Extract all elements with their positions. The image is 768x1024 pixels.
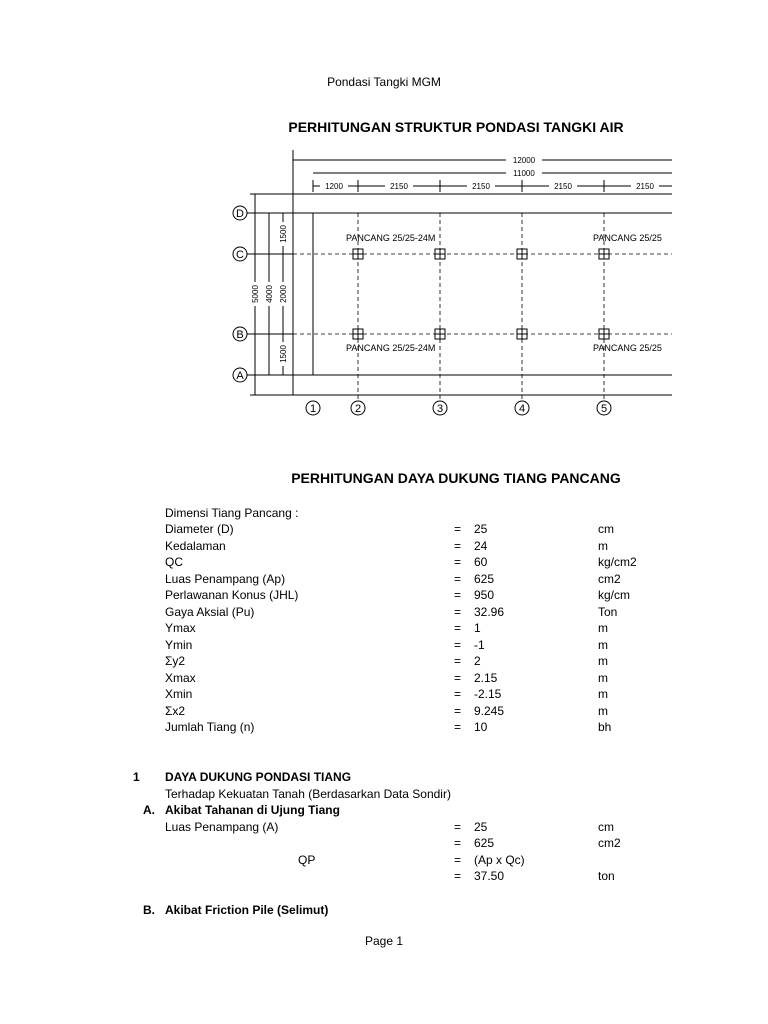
eq-sign: = [454, 538, 462, 553]
param-unit: m [598, 621, 608, 635]
qp-label: QP [298, 853, 316, 867]
dim-2000: 2000 [279, 285, 288, 303]
param-value: 950 [474, 588, 495, 602]
param-label: Xmax [165, 670, 196, 685]
section-a-row-2 [0, 835, 768, 851]
qp-formula: (Ap x Qc) [474, 853, 525, 867]
row-label-a: A [236, 370, 244, 382]
param-unit: m [598, 538, 608, 553]
section-a-row [0, 802, 768, 818]
eq-sign: = [454, 687, 462, 701]
eq-sign: = [454, 522, 462, 536]
dim-5000: 5000 [251, 285, 260, 303]
eq-sign: = [454, 637, 462, 652]
section-a-result-row [0, 868, 768, 884]
param-label: Σy2 [165, 654, 186, 668]
page-header: Pondasi Tangki MGM [327, 75, 441, 89]
eq-sign: = [454, 853, 462, 867]
section-a-luas-row [0, 819, 768, 835]
section-b-title: Akibat Friction Pile (Selimut) [165, 903, 329, 917]
param-unit: kg/cm2 [598, 555, 637, 569]
param-value: 10 [474, 720, 488, 734]
param-value: -2.15 [474, 687, 502, 701]
dim-12000: 12000 [512, 156, 536, 165]
eq-sign: = [454, 621, 462, 635]
param-label: Σx2 [165, 703, 186, 718]
param-value: 25 [474, 522, 488, 536]
param-unit: m [598, 687, 608, 701]
param-label: Perlawanan Konus (JHL) [165, 588, 299, 602]
param-label: Ymax [165, 621, 196, 635]
eq-sign: = [454, 555, 462, 569]
param-row [0, 620, 768, 636]
param-label: Xmin [165, 687, 193, 701]
section-1-row [0, 769, 768, 785]
param-unit: kg/cm [598, 588, 631, 602]
section-1-subtitle: Terhadap Kekuatan Tanah (Berdasarkan Data Sondir) [165, 787, 451, 801]
dim-4000: 4000 [265, 285, 274, 303]
param-unit: m [598, 703, 608, 718]
col-label-1: 1 [309, 403, 317, 415]
row-label-c: C [236, 249, 244, 261]
eq-sign: = [454, 654, 462, 668]
param-value: 2 [474, 654, 481, 668]
param-row [0, 571, 768, 587]
section-1-subtitle-row [0, 786, 768, 802]
luas-value: 25 [474, 820, 488, 834]
param-unit: cm2 [598, 571, 621, 586]
param-unit: m [598, 654, 608, 668]
foundation-plan-drawing [226, 150, 672, 425]
dimensi-title-row [0, 505, 768, 521]
eq-sign: = [454, 571, 462, 586]
dim-span-5: 2150 [636, 182, 654, 191]
section-1-title: DAYA DUKUNG PONDASI TIANG [165, 770, 352, 784]
param-row [0, 719, 768, 735]
param-row [0, 703, 768, 719]
dim-span-4: 2150 [554, 182, 572, 191]
param-value: 24 [474, 538, 488, 553]
param-row [0, 521, 768, 537]
dim-11000: 11000 [513, 169, 535, 178]
dim-span-1: 1200 [325, 182, 343, 191]
param-row [0, 604, 768, 620]
section-a-qp-row [0, 852, 768, 868]
col-label-2: 2 [354, 403, 362, 415]
pile-label-top-right: PANCANG 25/25 [593, 233, 662, 243]
param-unit: bh [598, 720, 612, 734]
col-label-4: 4 [518, 403, 526, 415]
pile-label-bottom-left: PANCANG 25/25-24M [346, 343, 436, 353]
dimensi-title: Dimensi Tiang Pancang : [165, 506, 299, 520]
param-label: Gaya Aksial (Pu) [165, 604, 255, 619]
dim-span-3: 2150 [472, 182, 490, 191]
param-row [0, 538, 768, 554]
param-value: 1 [474, 621, 481, 635]
section-1-number: 1 [133, 770, 140, 784]
section-b-row [0, 902, 768, 918]
dim-1500-bottom: 1500 [279, 345, 288, 363]
param-value: 625 [474, 571, 495, 586]
param-unit: m [598, 637, 608, 652]
eq-sign: = [454, 820, 462, 834]
param-row [0, 686, 768, 702]
eq-sign: = [454, 869, 462, 883]
title-struktur: PERHITUNGAN STRUKTUR PONDASI TANGKI AIR [288, 119, 624, 135]
eq-sign: = [454, 836, 462, 850]
area-value: 625 [474, 836, 495, 850]
param-row [0, 554, 768, 570]
title-daya-dukung: PERHITUNGAN DAYA DUKUNG TIANG PANCANG [291, 470, 621, 486]
param-label: Jumlah Tiang (n) [165, 720, 255, 734]
param-unit: cm [598, 522, 614, 536]
section-b-letter: B. [143, 903, 155, 917]
luas-unit: cm [598, 820, 614, 834]
col-label-5: 5 [600, 403, 608, 415]
row-label-d: D [236, 208, 244, 220]
eq-sign: = [454, 588, 462, 602]
col-label-3: 3 [436, 403, 444, 415]
param-value: -1 [474, 637, 485, 652]
eq-sign: = [454, 670, 462, 685]
eq-sign: = [454, 720, 462, 734]
pile-label-top-left: PANCANG 25/25-24M [346, 233, 436, 243]
param-label: Diameter (D) [165, 522, 234, 536]
luas-label: Luas Penampang (A) [165, 820, 279, 834]
param-label: Luas Penampang (Ap) [165, 571, 286, 586]
param-label: QC [165, 555, 183, 569]
dim-1500-top: 1500 [279, 225, 288, 243]
param-row [0, 587, 768, 603]
eq-sign: = [454, 703, 462, 718]
qp-unit: ton [598, 869, 615, 883]
eq-sign: = [454, 604, 462, 619]
param-unit: Ton [598, 604, 618, 619]
section-a-title: Akibat Tahanan di Ujung Tiang [165, 803, 340, 817]
param-value: 32.96 [474, 604, 505, 619]
param-row [0, 670, 768, 686]
param-value: 60 [474, 555, 488, 569]
param-row [0, 653, 768, 669]
dim-span-2: 2150 [390, 182, 408, 191]
pile-label-bottom-right: PANCANG 25/25 [593, 343, 662, 353]
param-value: 9.245 [474, 703, 505, 718]
param-label: Ymin [165, 637, 193, 652]
page-footer: Page 1 [364, 934, 404, 948]
section-a-letter: A. [143, 803, 155, 817]
param-label: Kedalaman [165, 538, 226, 553]
area-unit: cm2 [598, 836, 621, 850]
param-value: 2.15 [474, 670, 498, 685]
qp-result: 37.50 [474, 869, 505, 883]
row-label-b: B [236, 329, 244, 341]
param-unit: m [598, 670, 608, 685]
param-row [0, 637, 768, 653]
pile-markers [353, 249, 609, 339]
